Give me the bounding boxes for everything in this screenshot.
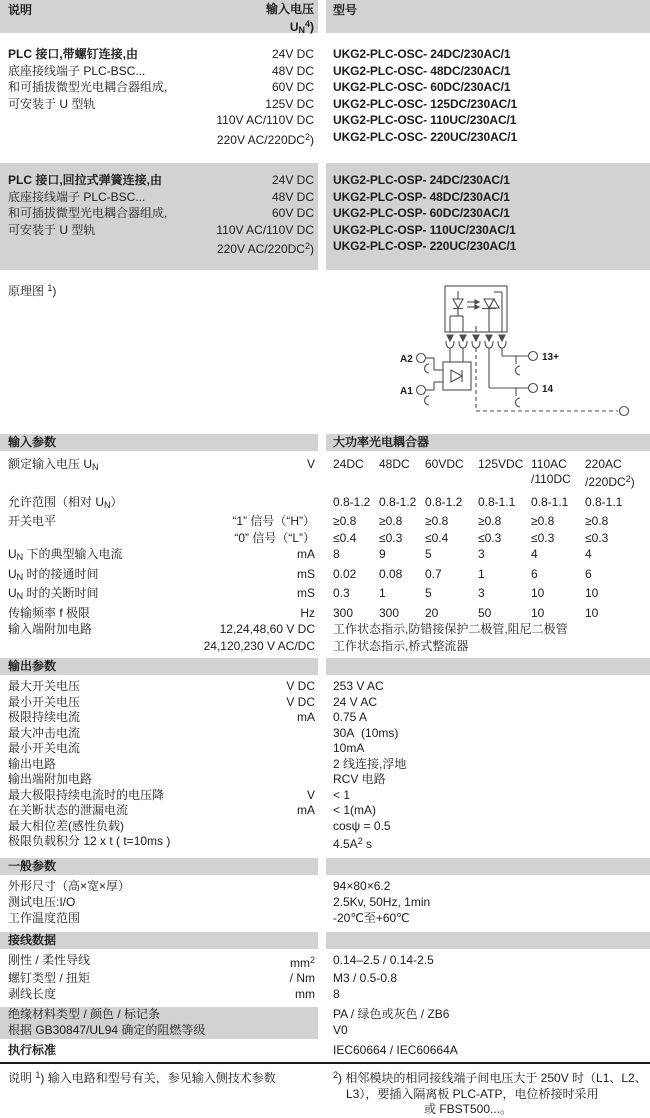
param-unit: / Nm [289,971,315,985]
param-value: 10 [585,605,599,620]
footnote-divider [0,1062,650,1064]
param-label: 在关断状态的泄漏电流 [8,803,129,817]
param-value: ≤0.3 [379,530,403,545]
terminal-label-a1: A1 [400,385,413,397]
param-value: 0.75 A [333,710,368,724]
schematic-title: 原理图 $^1$) [8,282,57,298]
voltage-option: 60V DC [271,206,314,220]
voltage-option: 24V DC [271,47,314,61]
param-value: 3 [478,547,485,561]
param-label: 开关电平 [8,514,57,528]
voltage-option: 110V AC/110V DC [216,113,314,127]
osc-model-list [326,40,650,152]
param-value: < 1(mA) [333,803,377,817]
input-row-extra-circuit-ac [0,639,650,655]
param-label: $U_N$ 下的典型输入电流 [8,547,123,562]
terminal-13 [529,351,538,360]
osp-desc-line: 和可插拔微型光电耦合器组成, [8,206,168,220]
param-value: 9 [379,547,386,561]
input-row-typical-current [0,547,650,566]
param-label: 最大开关电压 [8,679,81,693]
param-label: 测试电压:I/O [8,894,76,909]
product-block-osc [0,40,650,152]
param-value: 50 [478,605,492,620]
voltage-column-header: 60VDC [425,456,464,471]
param-label: 输入端附加电路 [8,622,93,636]
input-row-nominal-voltage [0,457,650,490]
voltage-option: 220V $AC/220DC^2$) [216,241,314,256]
voltage-column-header: 110AC /110DC [531,456,571,486]
param-value: 5 [425,547,432,561]
param-row [0,834,650,853]
terminal-label-14: 14 [542,383,554,395]
osp-desc-line: 底座接线端子 PLC-BSC... [8,189,146,204]
param-unit: 12,24,48,60 V DC [219,622,315,636]
param-value: 0.8-1.2 [379,494,417,509]
param-value: 30A (10ms) [333,725,399,740]
param-row [0,695,650,711]
param-row [0,772,650,788]
param-row [0,726,650,742]
param-value: ≥0.8 [478,514,502,528]
param-label: 极限持续电流 [8,710,81,724]
param-unit: V DC [286,694,315,709]
terminal-label-13: 13+ [542,351,559,363]
standards-row [0,1042,650,1058]
param-value: RCV 电路 [333,772,386,786]
param-value: < 1 [333,787,351,802]
osc-desc-line: 和可插拔微型光电耦合器组成, [8,80,168,94]
param-unit: mA [297,547,315,561]
param-value: 0.14–2.5 / 0.14-2.5 [333,952,434,967]
param-label: 传输频率 f 极限 [8,605,91,620]
param-value: ≥0.8 [379,514,403,528]
osc-desc-line: 底座接线端子 PLC-BSC... [8,63,146,78]
param-value: 0.8-1.1 [478,494,516,509]
param-label: $U_N$ 时的关断时间 [8,586,99,601]
output-section-header [0,658,650,675]
param-value: 300 [379,605,400,620]
model-number: UKG2-PLC-OSC- 48DC/230AC/1 [333,63,511,78]
voltage-option: 125V DC [265,96,314,111]
input-row-allowed-range [0,495,650,514]
column-header-description: 说明 [8,3,33,17]
voltage-column-header: 125VDC [478,456,524,471]
param-label: 螺钉类型 / 扭矩 [8,971,91,985]
voltage-option: 220V $AC/220DC^2$) [216,131,314,147]
osc-description-cell [0,40,318,152]
param-value: 10 [585,586,599,600]
param-value: 0.08 [379,566,403,581]
insulation-values [326,1007,650,1039]
wiring-rows [0,953,650,1003]
osp-voltage-list [216,172,314,258]
osp-model-list [326,163,650,270]
param-value: -20℃至+60℃ [333,910,410,925]
voltage-option: 60V DC [271,80,314,94]
param-value: ≥0.8 [585,514,609,528]
param-value: 24 V AC [333,694,378,709]
terminal-a1 [417,385,426,394]
param-value: 0.8-1.2 [425,494,463,509]
param-unit: “1” 信号（“H”） [232,514,315,528]
input-section-title: 输入参数 [0,434,318,451]
param-value: 工作状态指示,桥式整流器 [333,638,469,653]
param-value: 8 [333,547,340,561]
output-rows [0,679,650,853]
param-label: 输出电路 [8,756,57,771]
param-value: 1 [379,586,386,600]
param-value: 20 [425,605,439,620]
param-value: ≥0.8 [333,514,357,528]
param-row [0,803,650,819]
param-label: 允许范围（相对 $U_N$） [8,494,123,510]
param-row [0,910,650,926]
param-label: 极限负载积分 12 x t ( t=10ms ) [8,834,171,848]
footnote-1: 说明 $^1$) 输入电路和型号有关，参见输入侧技术参数 [8,1070,276,1085]
osc-desc-line: PLC 接口,带螺钉连接,由 [8,47,139,61]
param-unit: $mm^2$ [289,954,315,970]
param-unit: mm [295,986,315,1001]
product-block-osp [0,163,650,270]
osp-description-cell [0,163,318,270]
header-left-bar [0,0,318,33]
general-section-title: 一般参数 [0,858,318,875]
param-value: ≤0.3 [585,530,609,545]
insulation-block [0,1007,650,1039]
param-value: 0.7 [425,566,442,581]
param-value: ≤0.3 [478,530,502,545]
param-value: 1 [478,566,485,581]
model-number: UKG2-PLC-OSP- 60DC/230AC/1 [333,206,510,221]
input-row-turn-off-time [0,586,650,605]
param-label: 绝缘材料类型 / 颜色 / 标记条 [8,1007,161,1021]
voltage-option: 48V DC [271,189,314,204]
footnotes [0,1068,650,1118]
param-label: 输出端附加电路 [8,772,93,786]
voltage-column-header: 24DC [333,456,364,471]
insulation-labels [0,1007,318,1039]
model-number: UKG2-PLC-OSC- 60DC/230AC/1 [333,80,511,95]
param-row [0,894,650,910]
model-number: UKG2-PLC-OSP- 24DC/230AC/1 [333,173,510,187]
param-unit: 24,120,230 V AC/DC [203,638,315,653]
param-unit: V DC [286,679,315,693]
param-label: 工作温度范围 [8,910,81,925]
param-value: ≥0.8 [531,514,555,528]
input-row-signal-low [0,531,650,547]
column-header-input-voltage: 输入电压 $U_N^4$) [265,2,314,35]
input-row-turn-on-time [0,567,650,586]
param-value: 253 V AC [333,679,384,693]
param-label: $U_N$ 时的接通时间 [8,566,99,582]
schematic-section [0,280,650,426]
param-row [0,757,650,773]
param-value: 工作状态指示,防错接保护二极管,阻尼二极管 [333,622,568,636]
param-value: 8 [333,986,340,1001]
param-value: 6 [531,566,538,581]
param-value: M3 / 0.5-0.8 [333,971,398,985]
param-row [0,819,650,835]
param-value: 10mA [333,741,365,755]
model-number: UKG2-PLC-OSC- 24DC/230AC/1 [333,47,511,61]
param-label: 最大冲击电流 [8,725,81,740]
wiring-section-title: 接线数据 [0,932,318,949]
param-value: PA / 绿色或灰色 / ZB6 [333,1007,450,1021]
param-label: 剥线长度 [8,986,57,1001]
table-header [0,0,650,33]
param-value: 4 [585,547,592,561]
param-row [0,987,650,1003]
param-label: 根据 GB30847/UL94 确定的阻燃等级 [8,1022,206,1037]
standards-value: IEC60664 / IEC60664A [333,1043,458,1057]
wiring-section-header [0,932,650,949]
param-value: 0.8-1.1 [531,494,569,509]
param-value: 10 [531,586,545,600]
param-value: 3 [478,586,485,600]
param-value: 5 [425,586,432,600]
model-number: UKG2-PLC-OSC- 110UC/230AC/1 [333,113,517,128]
footnote-2: $^2$) 相邻模块的相同接线端子间电压大于 250V 时（L1、L2、L3），要插入隔离板 PLC-ATP，电位桥接时采用 [333,1070,647,1101]
input-section-subtitle: 大功率光电耦合器 [326,434,650,451]
param-value: 2.5Kv, 50Hz, 1min [333,894,431,909]
param-value: 0.3 [333,586,350,600]
osp-description [8,172,167,258]
terminal-ref [620,406,629,415]
circuit-diagram [396,282,648,424]
osc-description [8,46,167,148]
plug-contacts [446,335,506,348]
general-rows [0,878,650,926]
param-label: 外形尺寸（高×宽×厚） [8,878,131,893]
voltage-option: 110V AC/110V DC [216,222,314,237]
param-value: ≥0.8 [425,514,449,528]
rectifier-box [443,362,471,390]
param-value: 10 [531,605,545,620]
param-row [0,710,650,726]
param-label: 刚性 / 柔性导线 [8,952,91,967]
input-row-extra-circuit-dc [0,622,650,638]
param-row [0,679,650,695]
param-row [0,788,650,804]
osp-desc-line: 可安装于 U 型轨 [8,222,96,237]
footnote-2-continued: 或 FBST500...。 [423,1102,513,1116]
param-unit: V [306,787,315,802]
osc-desc-line: 可安装于 U 型轨 [8,96,96,111]
param-value: ≤0.4 [425,530,449,545]
param-unit: mA [297,710,315,724]
param-unit: V [306,456,315,471]
osp-desc-line: PLC 接口,回拉式弹簧连接,由 [8,173,163,187]
param-value: $4.5A^2$ s [333,836,373,851]
voltage-column-header: 220AC $/220DC^2$) [585,456,635,489]
input-row-frequency-limit [0,606,650,622]
param-value: 0.8-1.1 [585,494,623,509]
param-unit: mS [297,566,315,581]
voltage-option: 24V DC [271,173,314,187]
param-value: ≤0.4 [333,530,357,545]
terminal-a2 [417,353,426,362]
terminal-label-a2: A2 [400,353,413,365]
param-row [0,878,650,894]
param-label: 最小开关电流 [8,741,81,755]
param-value: ≤0.3 [531,530,555,545]
param-label: 最大相位差(感性负载) [8,818,124,833]
param-unit: “0” 信号（“L”） [234,530,315,545]
param-value: 0.02 [333,566,357,581]
param-value: 94×80×6.2 [333,878,391,893]
model-number: UKG2-PLC-OSC- 125DC/230AC/1 [333,96,518,111]
param-label: 最小开关电压 [8,694,81,709]
param-value: 4 [531,547,538,561]
standards-label: 执行标准 [8,1043,57,1057]
output-section-title: 输出参数 [0,658,318,675]
input-row-signal-high [0,514,650,530]
param-unit: mS [297,586,315,600]
model-number: UKG2-PLC-OSC- 220UC/230AC/1 [333,129,518,144]
param-unit: Hz [300,605,315,620]
model-number: UKG2-PLC-OSP- 48DC/230AC/1 [333,189,510,204]
input-section-header [0,434,650,451]
model-number: UKG2-PLC-OSP- 220UC/230AC/1 [333,239,517,254]
param-value: 6 [585,566,592,581]
param-value: 2 线连接,浮地 [333,756,407,771]
voltage-column-header: 48DC [379,456,410,471]
general-section-header [0,858,650,875]
voltage-option: 48V DC [271,63,314,78]
param-row [0,953,650,972]
param-unit: mA [297,803,315,817]
model-number: UKG2-PLC-OSP- 110UC/230AC/1 [333,222,516,237]
param-label: 最大极限持续电流时的电压降 [8,787,165,802]
param-value: 0.8-1.2 [333,494,371,509]
terminal-14 [529,383,538,392]
column-header-model: 型号 [326,0,650,33]
osc-voltage-list [216,46,314,148]
param-row [0,741,650,757]
param-value: cosψ = 0.5 [333,818,391,833]
param-value: 300 [333,605,354,620]
param-value: V0 [333,1022,348,1037]
param-row [0,971,650,987]
param-label: 额定输入电压 $U_N$ [8,456,99,472]
